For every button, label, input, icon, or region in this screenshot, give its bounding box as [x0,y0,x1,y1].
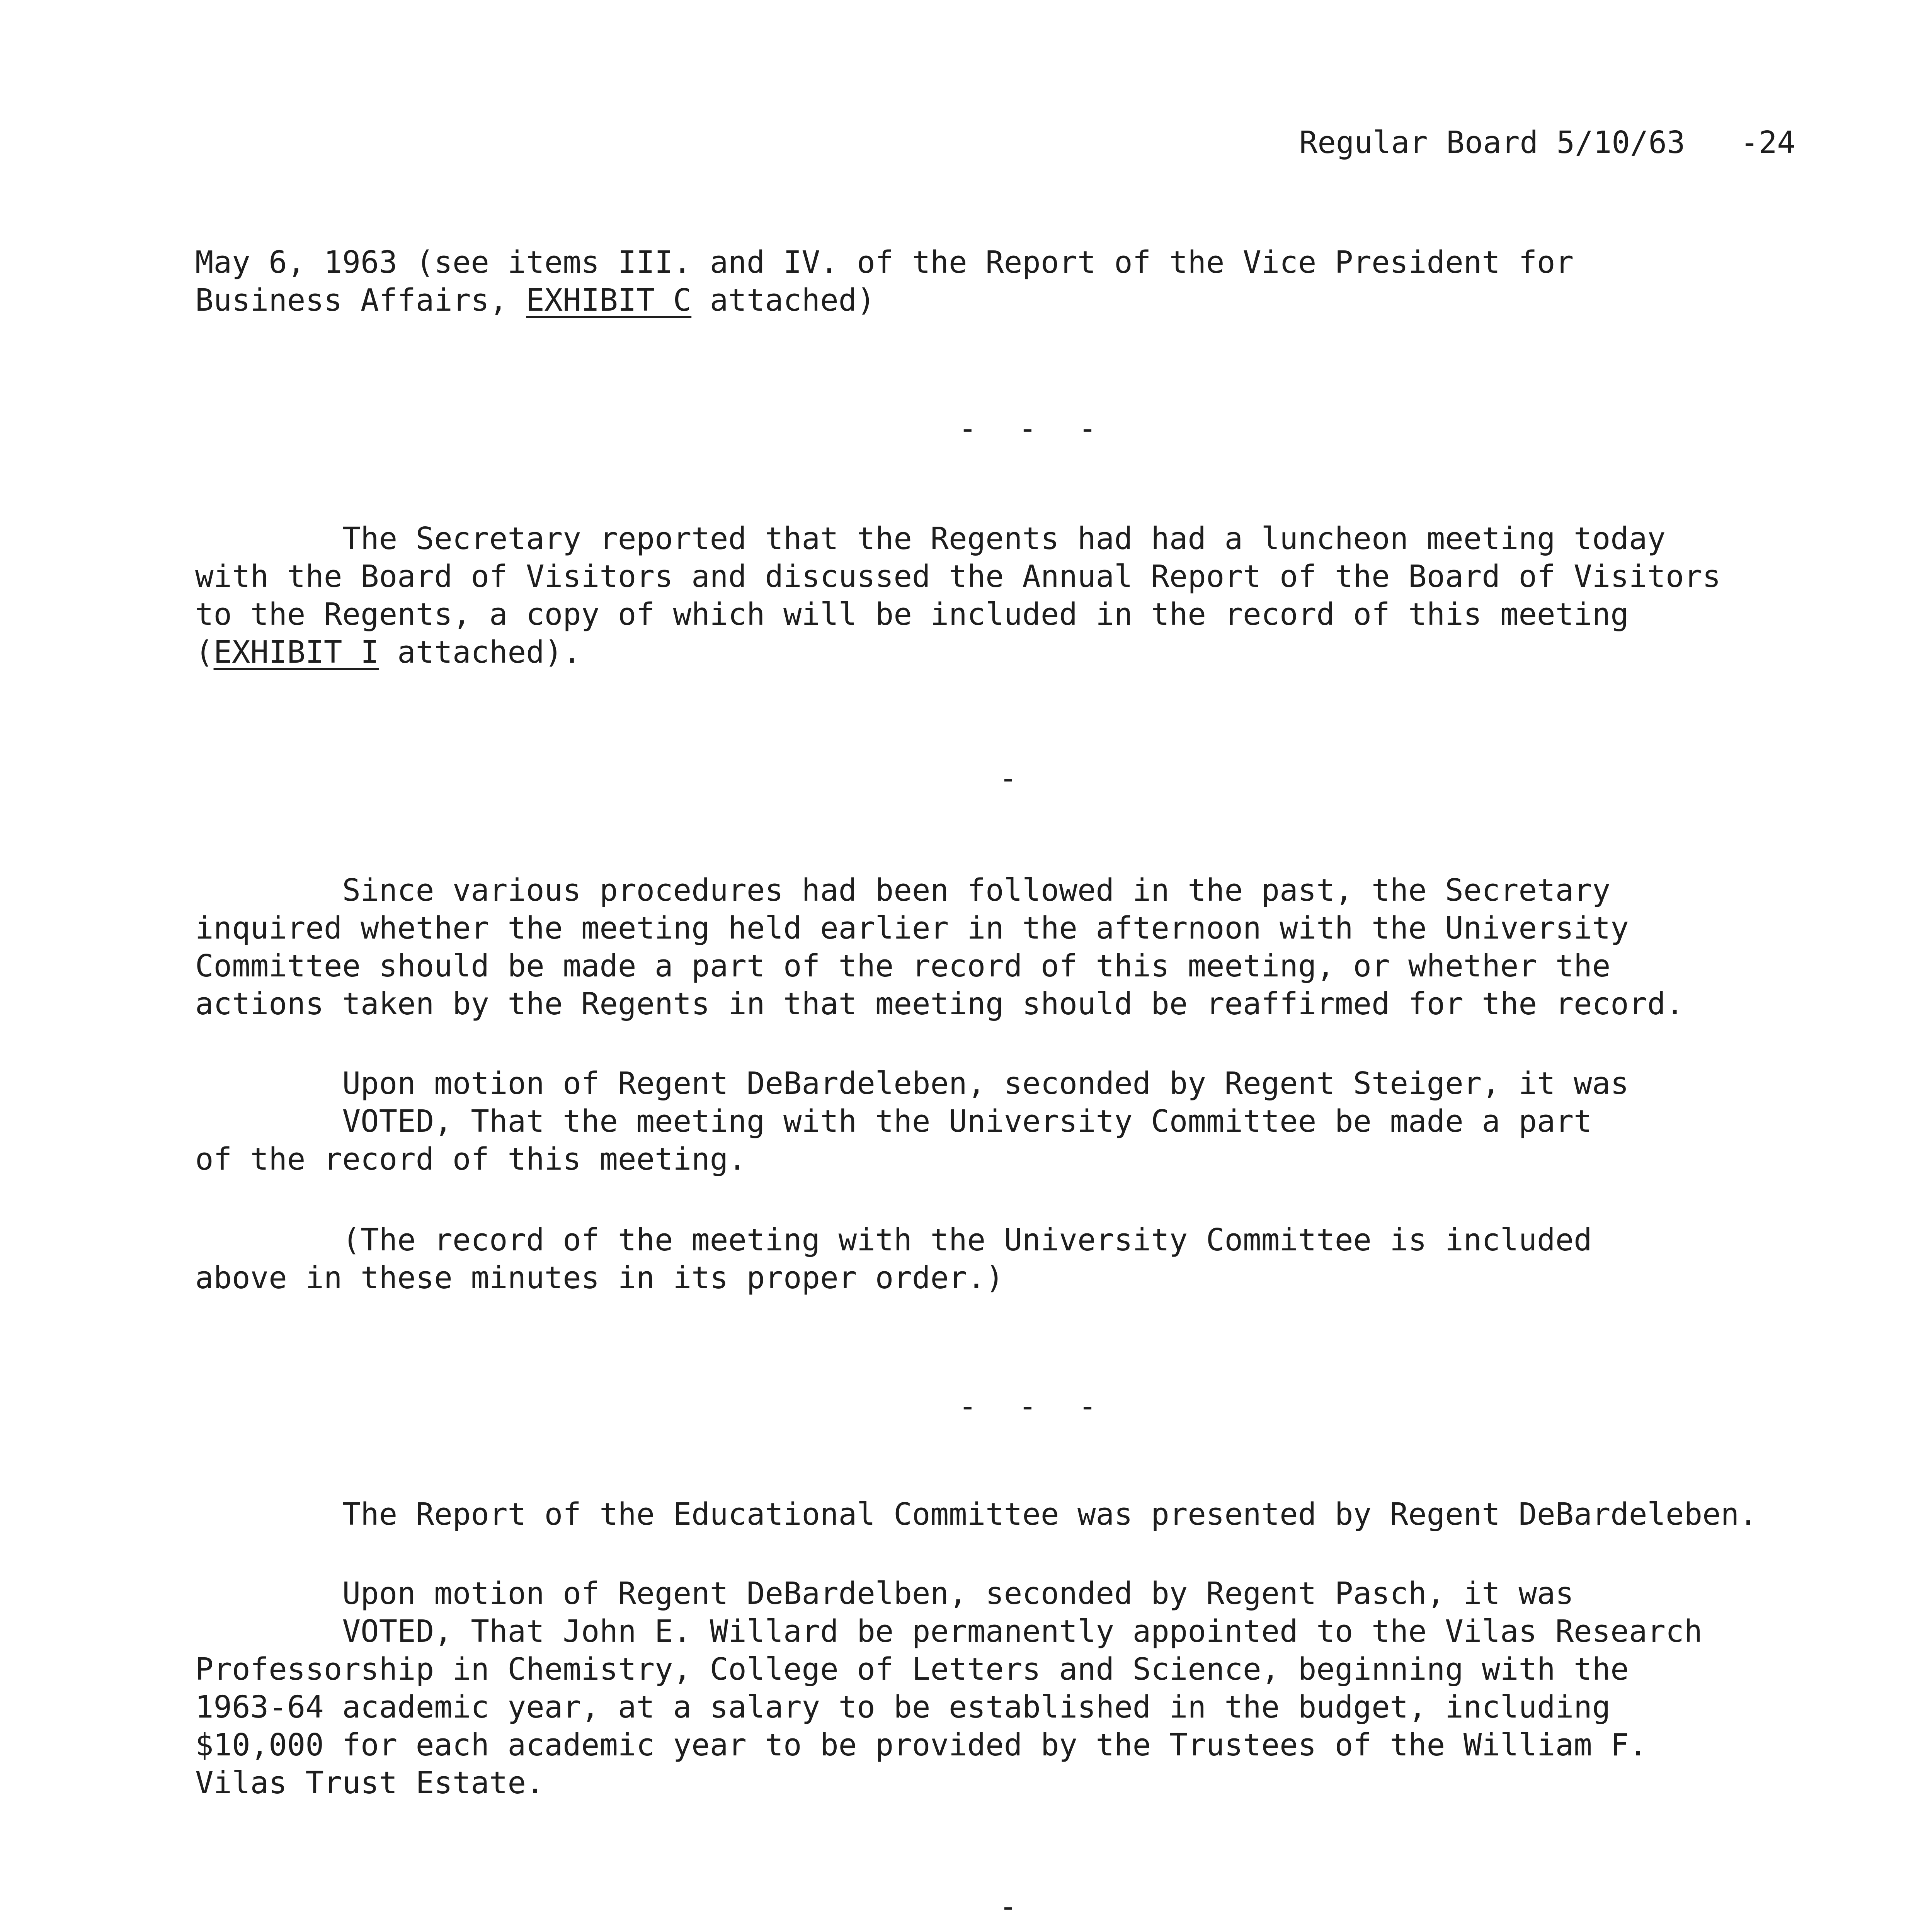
paragraph-7-line-1: Upon motion of Regent DeBardelben, seconded by Regent Pasch, it was [195,1576,1574,1611]
text-span: attached). [379,634,581,670]
text-span: attached) [691,282,875,318]
paragraph-3-line-3: Committee should be made a part of the record of this meeting, or whether the [195,948,1611,984]
section-divider: - - - [958,411,1108,446]
paragraph-7-line-4: 1963-64 academic year, at a salary to be established in the budget, including [195,1689,1611,1725]
paragraph-2-line-1: The Secretary reported that the Regents had had a luncheon meeting today [195,521,1666,556]
paragraph-7-line-5: $10,000 for each academic year to be provided by the Trustees of the William F. [195,1727,1647,1763]
paragraph-1-line-2 [195,281,875,319]
exhibit-c-reference: EXHIBIT C [526,282,692,318]
exhibit-i-reference: EXHIBIT I [213,634,379,670]
paragraph-5-line-1: (The record of the meeting with the University Committee is included [195,1222,1592,1258]
paragraph-2-line-3: to the Regents, a copy of which will be included in the record of this meeting [195,597,1629,632]
paragraph-3-line-1: Since various procedures had been followed in the past, the Secretary [195,872,1611,908]
paragraph-3-line-2: inquired whether the meeting held earlier in the afternoon with the University [195,910,1629,946]
paragraph-4-line-3: of the record of this meeting. [195,1141,747,1177]
paragraph-4-line-2: VOTED, That the meeting with the University Committee be made a part [195,1104,1592,1139]
paragraph-5-line-2: above in these minutes in its proper order.) [195,1260,1004,1296]
paragraph-7-line-6: Vilas Trust Estate. [195,1765,545,1801]
paragraph-3-line-4: actions taken by the Regents in that meeting should be reaffirmed for the record. [195,986,1684,1022]
paragraph-7-line-3: Professorship in Chemistry, College of Letters and Science, beginning with the [195,1651,1629,1687]
paragraph-6-line-1: The Report of the Educational Committee was presented by Regent DeBardeleben. [195,1497,1758,1532]
section-divider: - [999,760,1029,796]
paragraph-7-line-2: VOTED, That John E. Willard be permanently appointed to the Vilas Research [195,1614,1703,1649]
text-span: Business Affairs, [195,282,526,318]
paragraph-4-line-1: Upon motion of Regent DeBardeleben, seconded by Regent Steiger, it was [195,1066,1629,1101]
running-head: Regular Board 5/10/63 -24 [1299,125,1795,160]
section-divider: - [999,1889,1029,1924]
paragraph-2-line-2: with the Board of Visitors and discussed the Annual Report of the Board of Visitors [195,559,1721,594]
text-span: ( [195,634,214,670]
paragraph-2-line-4 [195,633,581,671]
paragraph-1-line-1: May 6, 1963 (see items III. and IV. of the Report of the Vice President for [195,245,1574,280]
section-divider: - - - [958,1388,1108,1424]
